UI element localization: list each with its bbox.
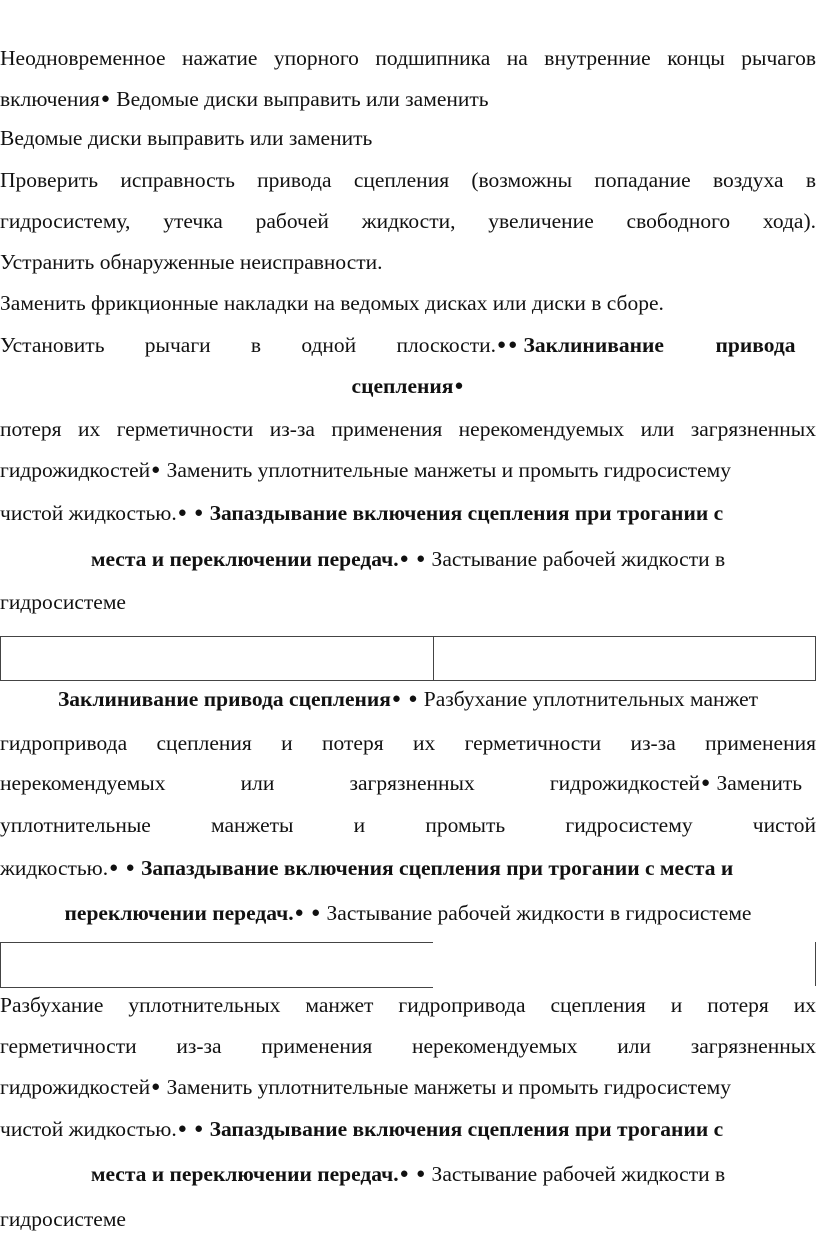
bullet-icon: ● [311,905,321,921]
text-line: Заклинивание привода сцепления● ● Разбухание уплотнительных манжет [57,687,759,711]
text-line: жидкостью.● ● Запаздывание включения сцепления при трогании с места и [0,856,734,880]
text-line: Проверить исправность привода сцепления (возможны попадание воздуха в [0,168,816,192]
text-line: включения● Ведомые диски выправить или заменить [0,87,489,111]
text-line: нерекомендуемых или загрязненных гидрожидкостей● Заменить [0,771,803,795]
text-line: места и переключении передач.● ● Застывание рабочей жидкости в [90,547,726,571]
text-line: Ведомые диски выправить или заменить [0,126,373,150]
bullet-icon: ● [151,1079,161,1095]
bullet-icon: ● [408,691,418,707]
bullet-icon: ● [194,1121,204,1137]
heading-clutch-jamming: Заклинивание привода [523,333,796,357]
text-line: чистой жидкостью.● ● Запаздывание включения сцепления при трогании с [0,501,724,525]
text-line: Неодновременное нажатие упорного подшипника на внутренние концы рычагов [0,46,816,70]
bullet-icon: ● [125,860,135,876]
bullet-icon: ● [151,462,161,478]
text-line: чистой жидкостью.● ● Запаздывание включения сцепления при трогании с [0,1117,724,1141]
text-line: Устранить обнаруженные неисправности. [0,250,383,274]
text-line: переключении передач.● ● Застывание рабочей жидкости в гидросистеме [64,901,752,925]
bullet-icon: ● [194,505,204,521]
text-line: Разбухание уплотнительных манжет гидропривода сцепления и потеря их [0,993,816,1017]
text-line: гидрожидкостей● Заменить уплотнительные манжеты и промыть гидросистему [0,1075,731,1099]
table-cell [433,637,816,680]
table-cell [0,637,434,680]
heading-clutch-delay: Запаздывание включения сцепления при трогании с [209,501,724,525]
bullet-icon: ● [294,905,304,921]
bullet-icon: ● [109,860,119,876]
bullet-icon: ● [454,378,464,394]
text-line: гидрожидкостей● Заменить уплотнительные манжеты и промыть гидросистему [0,458,731,482]
empty-table [0,942,433,988]
bullet-icon: ● [177,1121,187,1137]
text-line: Установить рычаги в одной плоскости.● ● Заклинивание привода [0,325,816,365]
bullet-icon: ● [391,691,401,707]
empty-table [0,636,816,681]
bullet-icon: ● [701,775,711,791]
bullet-icon: ● [416,1166,426,1182]
text-line: гидросистеме [0,1207,126,1231]
text-line: места и переключении передач.● ● Застывание рабочей жидкости в [90,1162,726,1186]
text-line: гидросистеме [0,590,126,614]
bullet-icon: ● [100,91,110,107]
bullet-icon: ● [508,337,518,353]
bullet-icon: ● [497,337,507,353]
bullet-icon: ● [416,551,426,567]
text-line: Заменить фрикционные накладки на ведомых дисках или диски в сборе. [0,291,664,315]
bullet-icon: ● [399,1166,409,1182]
text-line: гидропривода сцепления и потеря их герметичности из-за применения [0,731,816,755]
bullet-icon: ● [177,505,187,521]
text-line: потеря их герметичности из-за применения нерекомендуемых или загрязненных [0,417,816,441]
bullet-icon: ● [399,551,409,567]
text-line: сцепления● [351,374,464,398]
text-line: герметичности из-за применения нерекомендуемых или загрязненных [0,1034,816,1058]
text-line: гидросистему, утечка рабочей жидкости, увеличение свободного хода). [0,209,816,233]
text-line: уплотнительные манжеты и промыть гидросистему чистой [0,813,816,837]
